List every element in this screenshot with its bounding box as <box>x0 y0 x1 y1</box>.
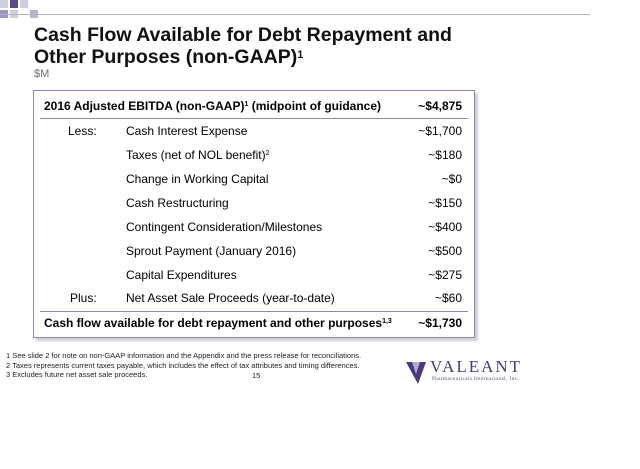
footer-value: ~$1,730 <box>418 316 462 330</box>
table-row <box>34 265 474 285</box>
row-value: ~$150 <box>428 196 462 210</box>
row-item: Capital Expenditures <box>126 268 237 282</box>
footnote: 2 Taxes represents current taxes payable, which includes the effect of tax attributes and timing differences. <box>6 360 360 370</box>
table-row <box>34 217 474 237</box>
unit-label: $M <box>34 68 50 80</box>
corner-decoration <box>0 0 40 22</box>
row-value: ~$500 <box>428 244 462 258</box>
row-value: ~$180 <box>428 148 462 162</box>
row-item: Taxes (net of NOL benefit)$^2$ <box>126 148 270 162</box>
header-divider <box>40 118 468 119</box>
header-rule <box>0 14 590 15</box>
logo-tagline: Pharmaceuticals International, Inc. <box>432 377 520 382</box>
row-item: Cash Restructuring <box>126 196 229 210</box>
row-value: ~$400 <box>428 220 462 234</box>
row-item: Net Asset Sale Proceeds (year-to-date) <box>126 291 335 305</box>
page-number: 15 <box>252 371 261 380</box>
footer-label: Cash flow available for debt repayment and other purposes$^{1,3}$ <box>44 316 392 330</box>
row-value: ~$0 <box>441 172 462 186</box>
table-row <box>34 121 474 141</box>
footer-divider <box>40 311 468 312</box>
table-row <box>34 241 474 261</box>
header-value: ~$4,875 <box>418 99 462 113</box>
row-value: ~$1,700 <box>418 124 462 138</box>
row-item: Sprout Payment (January 2016) <box>126 244 297 258</box>
table-header-row <box>34 96 474 116</box>
row-group: Less: <box>68 124 97 138</box>
table-row <box>34 193 474 213</box>
row-value: ~$60 <box>434 291 462 305</box>
row-item: Cash Interest Expense <box>126 124 248 138</box>
cash-flow-table <box>33 90 475 338</box>
slide-title-text: Cash Flow Available for Debt Repayment and Other Purposes (non-GAAP) <box>34 24 452 68</box>
row-item: Change in Working Capital <box>126 172 269 186</box>
table-footer-row <box>34 313 474 333</box>
table-row <box>34 169 474 189</box>
footnote: 3 Excludes future net asset sale proceeds. <box>6 370 148 379</box>
title-footnote-marker: 1 <box>297 49 304 61</box>
row-value: ~$275 <box>428 268 462 282</box>
footnotes <box>6 351 361 380</box>
row-item: Contingent Consideration/Milestones <box>126 220 323 234</box>
table-row <box>34 145 474 165</box>
row-group: Plus: <box>70 291 97 305</box>
header-label: 2016 Adjusted EBITDA (non-GAAP)$^1$ (midpoint of guidance) <box>44 99 382 113</box>
table-row <box>34 288 474 308</box>
footnote: 1 See slide 2 for note on non-GAAP information and the Appendix and the press release for reconciliations. <box>6 351 362 360</box>
slide-title <box>34 24 504 68</box>
logo-wordmark: VALEANT <box>430 357 523 376</box>
